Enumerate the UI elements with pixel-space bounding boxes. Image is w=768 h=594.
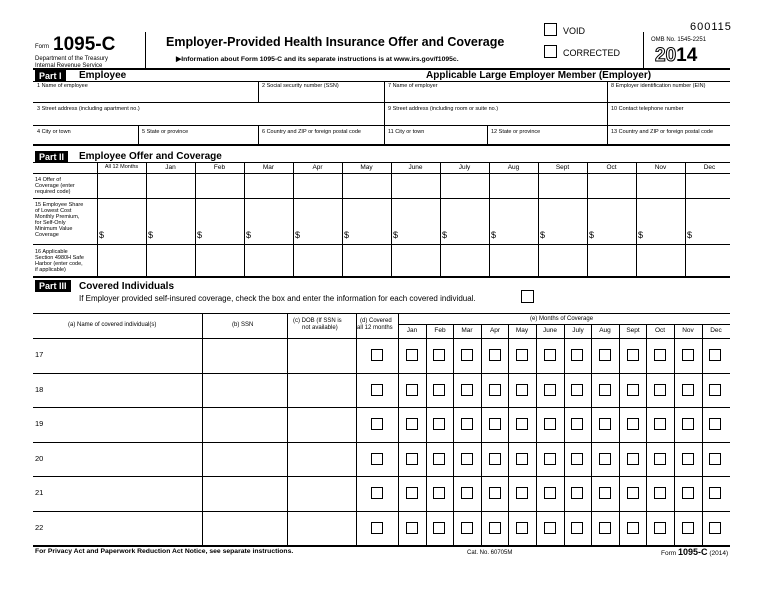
row16-label-2: Section 4980H Safe bbox=[35, 255, 84, 261]
void-label: VOID bbox=[563, 26, 586, 36]
part1-rule-2 bbox=[33, 102, 730, 103]
row-19-month-checkbox[interactable] bbox=[571, 418, 583, 430]
employer-phone-input[interactable] bbox=[608, 113, 729, 124]
row-21-month-checkbox[interactable] bbox=[489, 487, 501, 499]
row-22-month-checkbox[interactable] bbox=[489, 522, 501, 534]
field-8-label: 8 Employer identification number (EIN) bbox=[611, 83, 706, 89]
row-19-month-checkbox[interactable] bbox=[406, 418, 418, 430]
part1-employer-title: Applicable Large Employer Member (Employer) bbox=[426, 70, 652, 81]
row-19-month-checkbox[interactable] bbox=[433, 418, 445, 430]
row-17-ssn-input[interactable] bbox=[204, 340, 285, 371]
row-21-month-checkbox[interactable] bbox=[709, 487, 721, 499]
row14-cell[interactable] bbox=[196, 174, 243, 197]
row16-cell[interactable] bbox=[637, 245, 684, 275]
row-17-all12-checkbox[interactable] bbox=[371, 349, 383, 361]
row-20-number: 20 bbox=[35, 454, 44, 463]
row15-dollar: $ bbox=[344, 230, 350, 240]
row-18-month-checkbox[interactable] bbox=[571, 384, 583, 396]
part1-title: Employee bbox=[79, 70, 127, 81]
row-22-month-checkbox[interactable] bbox=[654, 522, 666, 534]
row14-label-2: Coverage (enter bbox=[35, 183, 75, 189]
field-13-label: 13 Country and ZIP or foreign postal code bbox=[611, 129, 714, 135]
row16-cell[interactable] bbox=[343, 245, 390, 275]
col-c-header-1: (c) DOB (If SSN is bbox=[293, 318, 342, 324]
department-line2: Internal Revenue Service bbox=[35, 63, 103, 69]
field-11-label: 11 City or town bbox=[388, 129, 425, 135]
row15-cell[interactable] bbox=[441, 199, 488, 243]
row14-cell[interactable] bbox=[637, 174, 684, 197]
rule-part2-top bbox=[33, 144, 730, 146]
corrected-label: CORRECTED bbox=[563, 48, 621, 58]
footer-form-word: Form bbox=[661, 550, 677, 557]
row15-dollar: $ bbox=[295, 230, 301, 240]
row-17-month-checkbox[interactable] bbox=[406, 349, 418, 361]
row14-cell[interactable] bbox=[98, 174, 145, 197]
part1-label: Part I bbox=[35, 70, 66, 82]
field-5-label: 5 State or province bbox=[142, 129, 189, 135]
row-19-dob-input[interactable] bbox=[289, 409, 354, 440]
row16-cell[interactable] bbox=[98, 245, 145, 275]
row15-cell[interactable] bbox=[637, 199, 684, 243]
row-17-month-checkbox[interactable] bbox=[571, 349, 583, 361]
row16-cell[interactable] bbox=[490, 245, 537, 275]
row-19-month-checkbox[interactable] bbox=[461, 418, 473, 430]
row-18-name-input[interactable] bbox=[46, 375, 200, 406]
row-19-ssn-input[interactable] bbox=[204, 409, 285, 440]
row-18-ssn-input[interactable] bbox=[204, 375, 285, 406]
row-19-month-checkbox[interactable] bbox=[627, 418, 639, 430]
footer-form-number: 1095-C bbox=[677, 547, 708, 557]
row14-cell[interactable] bbox=[588, 174, 635, 197]
row-19-month-checkbox[interactable] bbox=[709, 418, 721, 430]
row-21-month-checkbox[interactable] bbox=[654, 487, 666, 499]
row16-cell[interactable] bbox=[294, 245, 341, 275]
divider-f11-f12 bbox=[487, 125, 488, 144]
row14-cell[interactable] bbox=[245, 174, 292, 197]
row15-dollar: $ bbox=[99, 230, 105, 240]
part3-month-may: May bbox=[515, 327, 529, 334]
part3-month-mar: Mar bbox=[461, 327, 473, 334]
row15-cell[interactable] bbox=[196, 199, 243, 243]
footer-year: (2014) bbox=[709, 550, 729, 557]
row-17-dob-input[interactable] bbox=[289, 340, 354, 371]
tax-year bbox=[655, 46, 697, 65]
row-17-month-checkbox[interactable] bbox=[599, 349, 611, 361]
row14-cell[interactable] bbox=[392, 174, 439, 197]
part3-month-july: July bbox=[572, 327, 584, 334]
row14-cell[interactable] bbox=[490, 174, 537, 197]
field-3-label: 3 Street address (including apartment no.) bbox=[37, 106, 140, 112]
header-divider-left bbox=[145, 32, 146, 69]
row14-label-1: 14 Offer of bbox=[35, 177, 61, 183]
row-20-dob-input[interactable] bbox=[289, 444, 354, 475]
row-18-dob-input[interactable] bbox=[289, 375, 354, 406]
employee-name-input[interactable] bbox=[34, 90, 257, 101]
row15-dollar: $ bbox=[197, 230, 203, 240]
row14-cell[interactable] bbox=[686, 174, 729, 197]
privacy-notice: For Privacy Act and Paperwork Reduction Act Notice, see separate instructions. bbox=[35, 548, 294, 555]
employer-street-input[interactable] bbox=[385, 113, 606, 124]
row-21-month-checkbox[interactable] bbox=[433, 487, 445, 499]
row-20-all12-checkbox[interactable] bbox=[371, 453, 383, 465]
row-17-month-checkbox[interactable] bbox=[433, 349, 445, 361]
row-19-month-checkbox[interactable] bbox=[682, 418, 694, 430]
row-21-number: 21 bbox=[35, 488, 44, 497]
employer-name-input[interactable] bbox=[385, 90, 606, 101]
row15-cell[interactable] bbox=[245, 199, 292, 243]
part3-month-jan: Jan bbox=[406, 327, 418, 334]
employee-ssn-input[interactable] bbox=[259, 90, 383, 101]
part3-title: Covered Individuals bbox=[79, 281, 175, 292]
catalog-number: Cat. No. 60705M bbox=[467, 550, 513, 556]
row16-cell[interactable] bbox=[147, 245, 194, 275]
row-22-month-checkbox[interactable] bbox=[627, 522, 639, 534]
col-d-header-2: all 12 months bbox=[357, 325, 393, 331]
employer-ein-input[interactable] bbox=[608, 90, 729, 101]
part1-rule bbox=[33, 81, 730, 82]
row-18-number: 18 bbox=[35, 385, 44, 394]
row-20-month-checkbox[interactable] bbox=[406, 453, 418, 465]
row-20-month-checkbox[interactable] bbox=[627, 453, 639, 465]
row15-cell[interactable] bbox=[343, 199, 390, 243]
part2-month-oct: Oct bbox=[606, 164, 617, 171]
row-21-ssn-input[interactable] bbox=[204, 478, 285, 509]
row16-cell[interactable] bbox=[539, 245, 586, 275]
row16-cell[interactable] bbox=[392, 245, 439, 275]
row-22-month-checkbox[interactable] bbox=[599, 522, 611, 534]
void-checkbox[interactable] bbox=[544, 23, 557, 36]
row-20-name-input[interactable] bbox=[46, 444, 200, 475]
part3-month-dec: Dec bbox=[710, 327, 722, 334]
row-22-month-checkbox[interactable] bbox=[461, 522, 473, 534]
part2-month-feb: Feb bbox=[213, 164, 226, 171]
part3-row-rule bbox=[33, 442, 730, 443]
part2-rule bbox=[33, 162, 730, 163]
field-2-label: 2 Social security number (SSN) bbox=[262, 83, 339, 89]
row16-cell[interactable] bbox=[686, 245, 729, 275]
row-22-month-checkbox[interactable] bbox=[406, 522, 418, 534]
row-18-all12-checkbox[interactable] bbox=[371, 384, 383, 396]
row-22-month-checkbox[interactable] bbox=[433, 522, 445, 534]
row-18-month-checkbox[interactable] bbox=[516, 384, 528, 396]
part3-label: Part III bbox=[35, 280, 71, 292]
instructions-info: ▶Information about Form 1095-C and its separate instructions is at www.irs.gov/f1095c. bbox=[176, 56, 459, 63]
row15-cell[interactable] bbox=[147, 199, 194, 243]
footer-form bbox=[661, 548, 728, 558]
rule-bottom bbox=[33, 545, 730, 547]
row-19-month-checkbox[interactable] bbox=[599, 418, 611, 430]
field-10-label: 10 Contact telephone number bbox=[611, 106, 684, 112]
row-21-month-checkbox[interactable] bbox=[571, 487, 583, 499]
row-22-name-input[interactable] bbox=[46, 513, 200, 544]
field-12-label: 12 State or province bbox=[491, 129, 541, 135]
row-21-dob-input[interactable] bbox=[289, 478, 354, 509]
row15-cell[interactable] bbox=[686, 199, 729, 243]
row-21-all12-checkbox[interactable] bbox=[371, 487, 383, 499]
field-4-label: 4 City or town bbox=[37, 129, 71, 135]
row-17-number: 17 bbox=[35, 350, 44, 359]
field-6-label: 6 Country and ZIP or foreign postal code bbox=[262, 129, 361, 135]
col-d-header-1: (d) Covered bbox=[360, 318, 392, 324]
row-19-name-input[interactable] bbox=[46, 409, 200, 440]
row-17-month-checkbox[interactable] bbox=[544, 349, 556, 361]
part2-month-mar: Mar bbox=[262, 164, 275, 171]
row15-dollar: $ bbox=[687, 230, 693, 240]
row15-label-2: of Lowest Cost bbox=[35, 208, 72, 214]
row-19-month-checkbox[interactable] bbox=[489, 418, 501, 430]
col-e-header: (e) Months of Coverage bbox=[530, 316, 594, 322]
row15-cell[interactable] bbox=[490, 199, 537, 243]
row-20-month-checkbox[interactable] bbox=[599, 453, 611, 465]
row15-dollar: $ bbox=[491, 230, 497, 240]
row-21-month-checkbox[interactable] bbox=[627, 487, 639, 499]
row15-dollar: $ bbox=[589, 230, 595, 240]
row-21-month-checkbox[interactable] bbox=[516, 487, 528, 499]
row-22-number: 22 bbox=[35, 523, 44, 532]
part2-month-july: July bbox=[458, 164, 471, 171]
row15-dollar: $ bbox=[638, 230, 644, 240]
part3-e-header-rule bbox=[398, 324, 730, 325]
row-19-month-checkbox[interactable] bbox=[654, 418, 666, 430]
row14-cell[interactable] bbox=[294, 174, 341, 197]
row15-cell[interactable] bbox=[539, 199, 586, 243]
row-17-name-input[interactable] bbox=[46, 340, 200, 371]
row-22-ssn-input[interactable] bbox=[204, 513, 285, 544]
row14-cell[interactable] bbox=[441, 174, 488, 197]
rule-part3-top bbox=[33, 276, 730, 278]
row-17-month-checkbox[interactable] bbox=[682, 349, 694, 361]
part3-row-rule bbox=[33, 373, 730, 374]
row-20-month-checkbox[interactable] bbox=[571, 453, 583, 465]
row-20-month-checkbox[interactable] bbox=[544, 453, 556, 465]
row16-cell[interactable] bbox=[196, 245, 243, 275]
form-code: 600115 bbox=[690, 21, 732, 33]
divider-f4-f5 bbox=[138, 125, 139, 144]
part2-month-aug: Aug bbox=[507, 164, 520, 171]
part3-instruction: If Employer provided self-insured coverage, check the box and enter the information for each covered individual. bbox=[79, 294, 476, 303]
part3-row-rule bbox=[33, 511, 730, 512]
row15-dollar: $ bbox=[393, 230, 399, 240]
part3-month-aug: Aug bbox=[599, 327, 611, 334]
row-21-month-checkbox[interactable] bbox=[544, 487, 556, 499]
row-20-month-checkbox[interactable] bbox=[461, 453, 473, 465]
row-20-month-checkbox[interactable] bbox=[654, 453, 666, 465]
row16-cell[interactable] bbox=[245, 245, 292, 275]
row-19-month-checkbox[interactable] bbox=[544, 418, 556, 430]
row15-label-1: 15 Employee Share bbox=[35, 202, 84, 208]
row15-cell[interactable] bbox=[98, 199, 145, 243]
part2-all12-header: All 12 Months bbox=[104, 164, 139, 170]
part3-month-sept: Sept bbox=[626, 327, 640, 334]
row15-label-3: Monthly Premium, bbox=[35, 214, 80, 220]
part3-month-apr: Apr bbox=[489, 327, 501, 334]
row14-cell[interactable] bbox=[147, 174, 194, 197]
row-18-month-checkbox[interactable] bbox=[654, 384, 666, 396]
row-22-month-checkbox[interactable] bbox=[709, 522, 721, 534]
divider-f5-f6 bbox=[258, 125, 259, 144]
row16-cell[interactable] bbox=[441, 245, 488, 275]
row15-label-4: for Self-Only bbox=[35, 220, 66, 226]
part3-month-feb: Feb bbox=[434, 327, 446, 334]
row-17-month-checkbox[interactable] bbox=[654, 349, 666, 361]
part3-row-rule bbox=[33, 476, 730, 477]
row-17-month-checkbox[interactable] bbox=[516, 349, 528, 361]
row-21-month-checkbox[interactable] bbox=[599, 487, 611, 499]
row-20-month-checkbox[interactable] bbox=[433, 453, 445, 465]
row16-cell[interactable] bbox=[588, 245, 635, 275]
row-17-month-checkbox[interactable] bbox=[709, 349, 721, 361]
tax-year-outline: 20 bbox=[655, 45, 677, 66]
part2-month-sept: Sept bbox=[555, 164, 570, 171]
row-18-month-checkbox[interactable] bbox=[682, 384, 694, 396]
part2-month-june: June bbox=[408, 164, 423, 171]
row15-cell[interactable] bbox=[294, 199, 341, 243]
row-22-month-checkbox[interactable] bbox=[682, 522, 694, 534]
row-20-ssn-input[interactable] bbox=[204, 444, 285, 475]
col-a-header: (a) Name of covered individual(s) bbox=[68, 322, 157, 328]
row-17-month-checkbox[interactable] bbox=[489, 349, 501, 361]
form-number: 1095-C bbox=[53, 34, 116, 55]
row15-dollar: $ bbox=[540, 230, 546, 240]
row-22-month-checkbox[interactable] bbox=[571, 522, 583, 534]
row-18-month-checkbox[interactable] bbox=[489, 384, 501, 396]
row-20-month-checkbox[interactable] bbox=[489, 453, 501, 465]
corrected-checkbox[interactable] bbox=[544, 45, 557, 58]
row-20-month-checkbox[interactable] bbox=[682, 453, 694, 465]
row-17-month-checkbox[interactable] bbox=[461, 349, 473, 361]
row15-cell[interactable] bbox=[588, 199, 635, 243]
row16-label-1: 16 Applicable bbox=[35, 249, 68, 255]
row-22-month-checkbox[interactable] bbox=[516, 522, 528, 534]
row15-label-5: Minimum Value bbox=[35, 226, 73, 232]
row14-cell[interactable] bbox=[343, 174, 390, 197]
row-18-month-checkbox[interactable] bbox=[544, 384, 556, 396]
part3-month-june: June bbox=[542, 327, 558, 334]
form-label: Form bbox=[35, 44, 49, 50]
part3-row-rule bbox=[33, 407, 730, 408]
department-line1: Department of the Treasury bbox=[35, 56, 109, 62]
row15-label-6: Coverage bbox=[35, 232, 59, 238]
form-title: Employer-Provided Health Insurance Offer and Coverage bbox=[166, 35, 505, 49]
part3-header-top bbox=[33, 313, 730, 314]
row-18-month-checkbox[interactable] bbox=[406, 384, 418, 396]
row15-dollar: $ bbox=[148, 230, 154, 240]
part2-month-apr: Apr bbox=[312, 164, 323, 171]
part2-month-nov: Nov bbox=[654, 164, 667, 171]
row-18-month-checkbox[interactable] bbox=[627, 384, 639, 396]
field-7-label: 7 Name of employer bbox=[388, 83, 438, 89]
part3-month-nov: Nov bbox=[682, 327, 694, 334]
row-18-month-checkbox[interactable] bbox=[599, 384, 611, 396]
row15-cell[interactable] bbox=[392, 199, 439, 243]
row-18-month-checkbox[interactable] bbox=[433, 384, 445, 396]
row16-label-4: if applicable) bbox=[35, 267, 66, 273]
row-21-month-checkbox[interactable] bbox=[406, 487, 418, 499]
row-18-month-checkbox[interactable] bbox=[709, 384, 721, 396]
row-21-name-input[interactable] bbox=[46, 478, 200, 509]
field-1-label: 1 Name of employee bbox=[37, 83, 88, 89]
row14-cell[interactable] bbox=[539, 174, 586, 197]
part2-month-dec: Dec bbox=[703, 164, 716, 171]
row16-label-3: Harbor (enter code, bbox=[35, 261, 83, 267]
row-20-month-checkbox[interactable] bbox=[709, 453, 721, 465]
self-insured-checkbox[interactable] bbox=[521, 290, 534, 303]
row-22-month-checkbox[interactable] bbox=[544, 522, 556, 534]
row-20-month-checkbox[interactable] bbox=[516, 453, 528, 465]
row-22-all12-checkbox[interactable] bbox=[371, 522, 383, 534]
field-9-label: 9 Street address (including room or suite no.) bbox=[388, 106, 499, 112]
row-18-month-checkbox[interactable] bbox=[461, 384, 473, 396]
part2-title: Employee Offer and Coverage bbox=[79, 151, 222, 162]
row-19-all12-checkbox[interactable] bbox=[371, 418, 383, 430]
row15-dollar: $ bbox=[246, 230, 252, 240]
row-19-number: 19 bbox=[35, 419, 44, 428]
employee-street-input[interactable] bbox=[34, 113, 383, 124]
tax-year-bold: 14 bbox=[676, 45, 698, 66]
part2-month-jan: Jan bbox=[165, 164, 176, 171]
row-21-month-checkbox[interactable] bbox=[682, 487, 694, 499]
col-c-header-2: not available) bbox=[302, 325, 338, 331]
row-19-month-checkbox[interactable] bbox=[516, 418, 528, 430]
row14-label-3: required code) bbox=[35, 189, 71, 195]
part3-header-rule bbox=[33, 338, 730, 339]
part2-month-may: May bbox=[360, 164, 373, 171]
row15-dollar: $ bbox=[442, 230, 448, 240]
row-21-month-checkbox[interactable] bbox=[461, 487, 473, 499]
header-divider-right bbox=[643, 32, 644, 69]
row-22-dob-input[interactable] bbox=[289, 513, 354, 544]
part3-month-oct: Oct bbox=[654, 327, 666, 334]
omb-number: OMB No. 1545-2251 bbox=[651, 37, 707, 43]
part2-label: Part II bbox=[35, 151, 68, 163]
row-17-month-checkbox[interactable] bbox=[627, 349, 639, 361]
col-b-header: (b) SSN bbox=[232, 322, 254, 328]
